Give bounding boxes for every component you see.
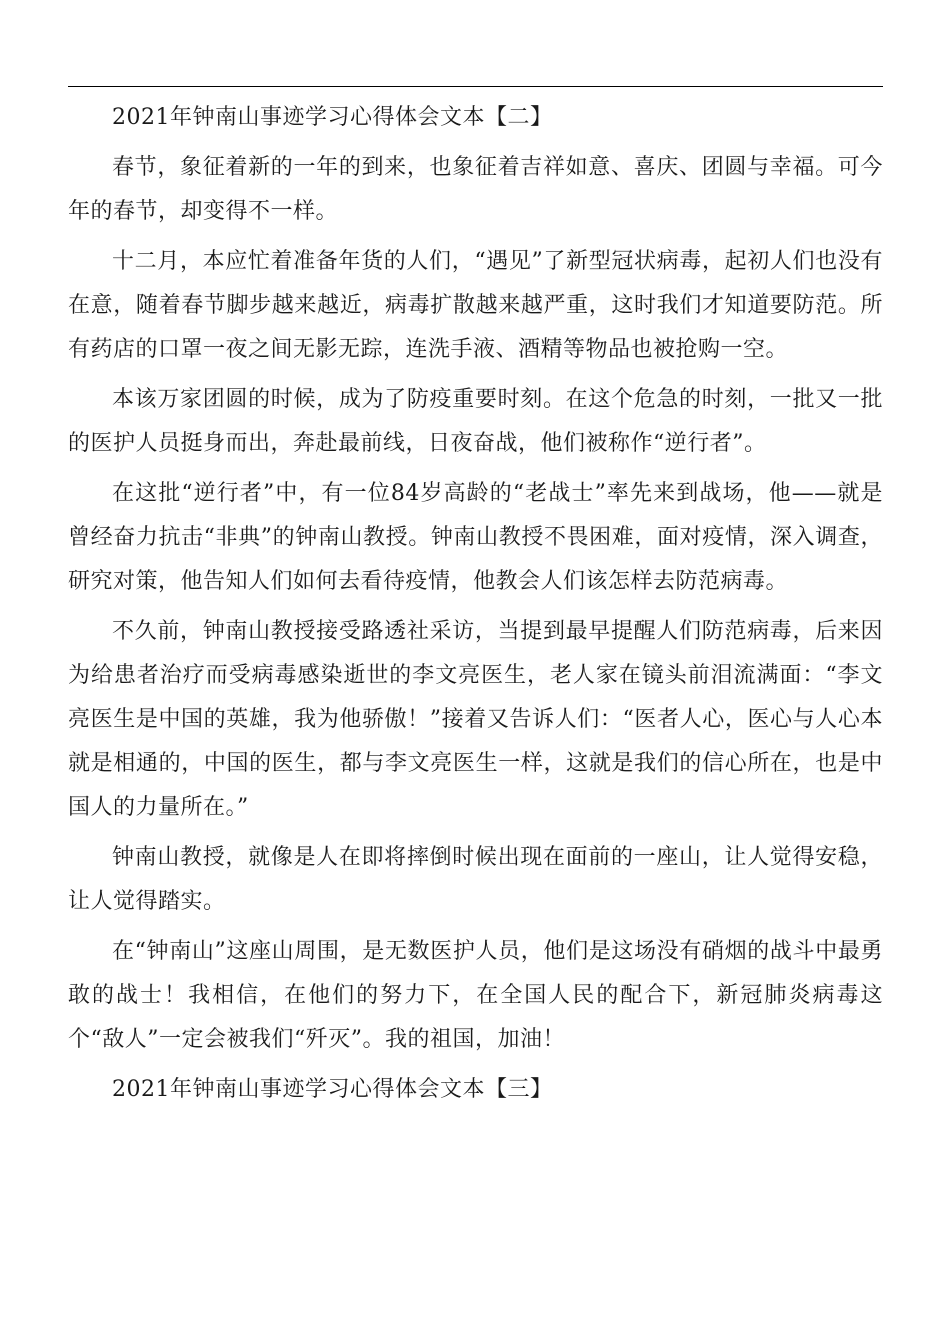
paragraph-2: 十二月，本应忙着准备年货的人们，“遇见”了新型冠状病毒，起初人们也没有在意，随着春节脚步越来越近，病毒扩散越来越严重，这时我们才知道要防范。所有药店的口罩一夜之间无影无踪，连洗手液、酒精等物品也被抢购一空。 — [68, 249, 883, 362]
paragraph-1: 春节，象征着新的一年的到来，也象征着吉祥如意、喜庆、团圆与幸福。可今年的春节，却变得不一样。 — [68, 155, 883, 224]
paragraph-6: 钟南山教授，就像是人在即将摔倒时候出现在面前的一座山，让人觉得安稳，让人觉得踏实。 — [68, 845, 883, 914]
paragraph-7: 在“钟南山”这座山周围，是无数医护人员，他们是这场没有硝烟的战斗中最勇敢的战士！我相信，在他们的努力下，在全国人民的配合下，新冠肺炎病毒这个“敌人”一定会被我们“歼灭”。我的祖国，加油！ — [68, 939, 883, 1052]
header-rule — [68, 86, 883, 87]
paragraph-5: 不久前，钟南山教授接受路透社采访，当提到最早提醒人们防范病毒，后来因为给患者治疗而受病毒感染逝世的李文亮医生，老人家在镜头前泪流满面：“李文亮医生是中国的英雄，我为他骄傲！”接着又告诉人们：“医者人心，医心与人心本就是相通的，中国的医生，都与李文亮医生一样，这就是我们的信心所在，也是中国人的力量所在。” — [68, 619, 883, 820]
section-heading-2: 2021年钟南山事迹学习心得体会文本【二】 — [112, 105, 553, 130]
document-body — [68, 96, 883, 1118]
paragraph-3: 本该万家团圆的时候，成为了防疫重要时刻。在这个危急的时刻，一批又一批的医护人员挺身而出，奔赴最前线，日夜奋战，他们被称作“逆行者”。 — [68, 387, 883, 456]
paragraph-4: 在这批“逆行者”中，有一位84岁高龄的“老战士”率先来到战场，他——就是曾经奋力抗击“非典”的钟南山教授。钟南山教授不畏困难，面对疫情，深入调查，研究对策，他告知人们如何去看待疫情，他教会人们该怎样去防范病毒。 — [68, 481, 883, 594]
section-heading-3: 2021年钟南山事迹学习心得体会文本【三】 — [112, 1077, 553, 1102]
